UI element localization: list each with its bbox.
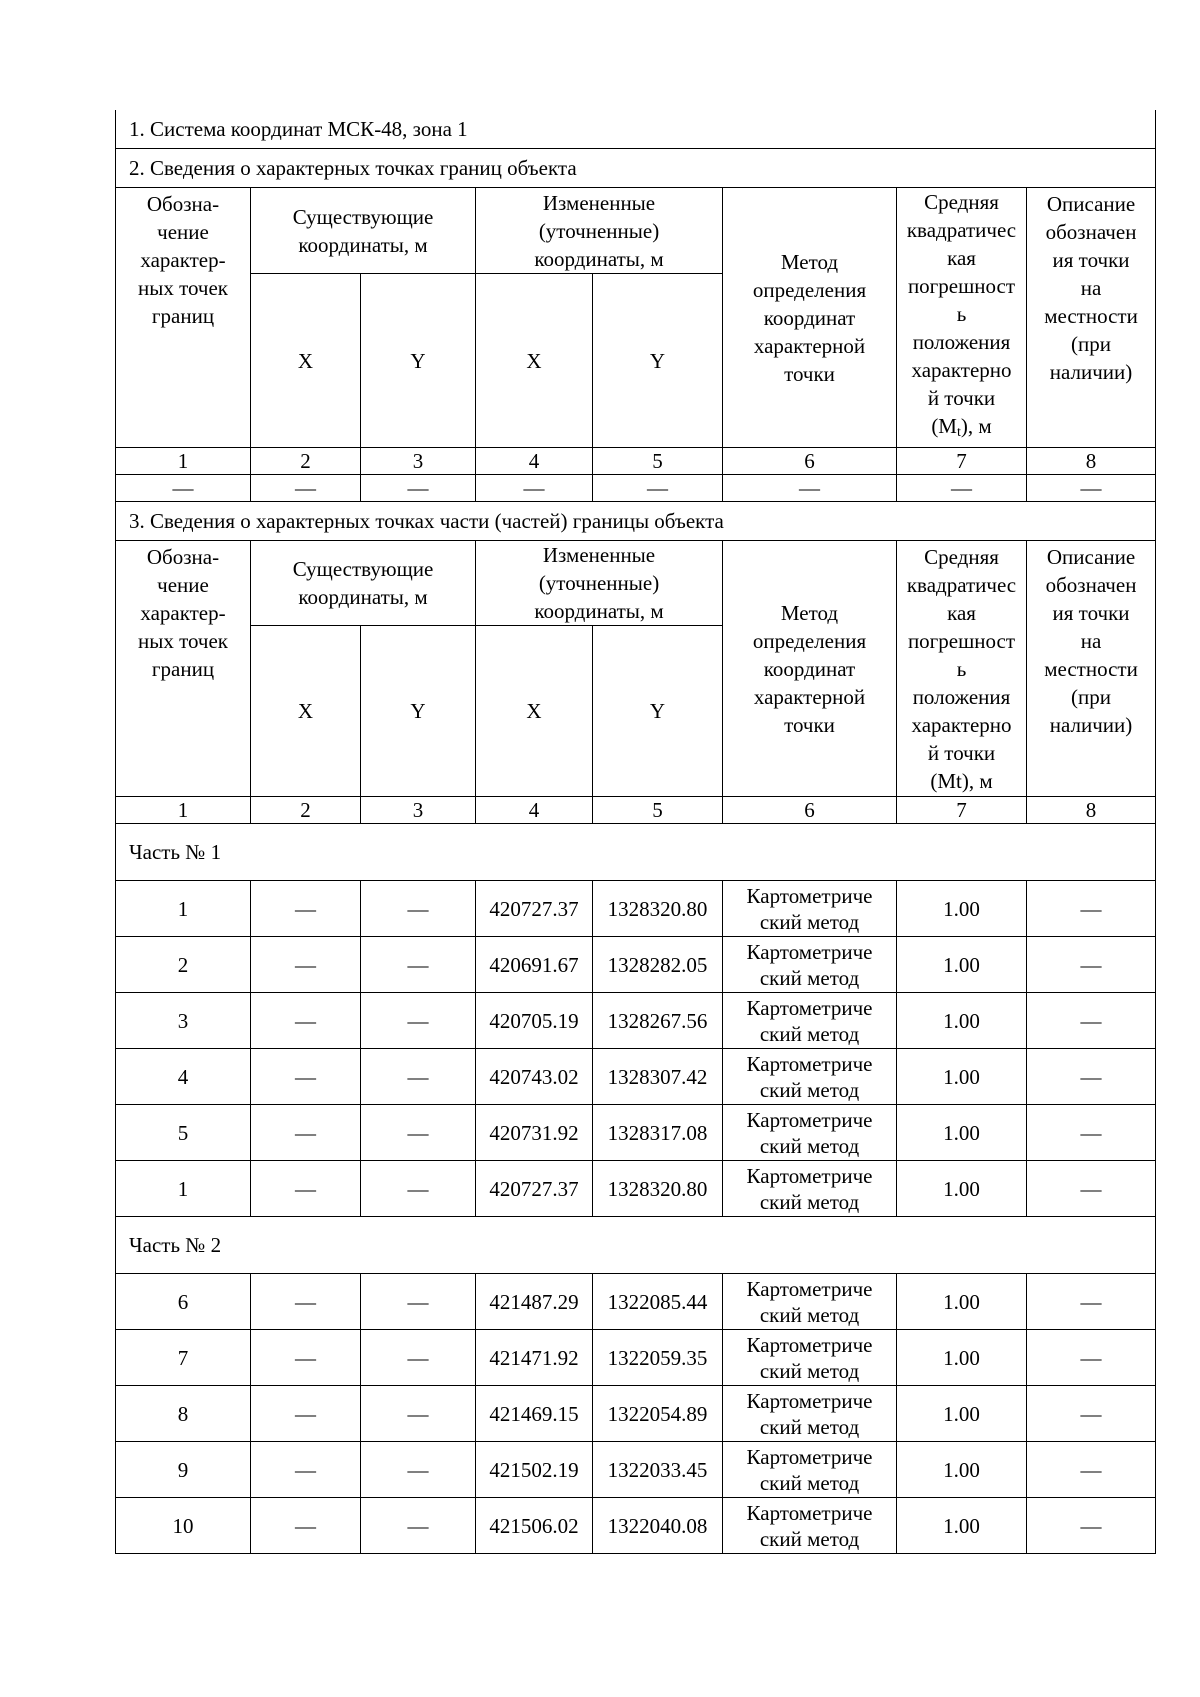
header-changed-x: X (476, 626, 593, 797)
header-description: Описание обозначен ия точки на местности (при наличии) (1027, 541, 1156, 797)
changed-y-cell: 1328320.80 (593, 1161, 723, 1217)
method-cell: Картометриче ский метод (723, 937, 897, 993)
existing-x-cell: — (251, 1161, 361, 1217)
header-existing-y: Y (361, 626, 476, 797)
changed-y-cell: 1328317.08 (593, 1105, 723, 1161)
dash-cell: — (1027, 475, 1156, 502)
col-num-8: 8 (1027, 448, 1156, 475)
header-changed-coords: Измененные (уточненные) координаты, м (476, 188, 723, 274)
changed-x-cell: 420727.37 (476, 1161, 593, 1217)
accuracy-cell: 1.00 (897, 993, 1027, 1049)
table-row (116, 1105, 1156, 1161)
table-row (116, 1049, 1156, 1105)
part-title-row (116, 1217, 1156, 1274)
point-number-cell: 10 (116, 1498, 251, 1554)
part-title-row (116, 824, 1156, 881)
changed-x-cell: 421487.29 (476, 1274, 593, 1330)
dash-cell: — (723, 475, 897, 502)
method-cell: Картометриче ский метод (723, 1105, 897, 1161)
changed-x-cell: 420705.19 (476, 993, 593, 1049)
accuracy-cell: 1.00 (897, 1498, 1027, 1554)
existing-x-cell: — (251, 993, 361, 1049)
changed-y-cell: 1322054.89 (593, 1386, 723, 1442)
method-cell: Картометриче ский метод (723, 1330, 897, 1386)
header-existing-x: X (251, 274, 361, 448)
part-title: Часть № 2 (116, 1217, 1156, 1274)
column-numbers-row (116, 797, 1156, 824)
parts-body (116, 824, 1156, 1554)
changed-y-cell: 1328307.42 (593, 1049, 723, 1105)
section-3-title: 3. Сведения о характерных точках части (частей) границы объекта (116, 502, 1156, 541)
table-row (116, 1274, 1156, 1330)
changed-y-cell: 1322040.08 (593, 1498, 723, 1554)
changed-y-cell: 1328267.56 (593, 993, 723, 1049)
existing-y-cell: — (361, 1161, 476, 1217)
existing-x-cell: — (251, 1105, 361, 1161)
description-cell: — (1027, 1386, 1156, 1442)
existing-y-cell: — (361, 881, 476, 937)
point-number-cell: 8 (116, 1386, 251, 1442)
col-num-2: 2 (251, 448, 361, 475)
accuracy-cell: 1.00 (897, 1274, 1027, 1330)
header-error-suffix: ), м (960, 414, 992, 438)
document-page (115, 110, 1155, 1554)
changed-y-cell: 1322059.35 (593, 1330, 723, 1386)
changed-x-cell: 420731.92 (476, 1105, 593, 1161)
header-method: Метод определения координат характерной точки (723, 188, 897, 448)
accuracy-cell: 1.00 (897, 937, 1027, 993)
header-error-prefix: (M (931, 414, 957, 438)
table-row (116, 1161, 1156, 1217)
accuracy-cell: 1.00 (897, 881, 1027, 937)
existing-x-cell: — (251, 1498, 361, 1554)
changed-x-cell: 421506.02 (476, 1498, 593, 1554)
accuracy-cell: 1.00 (897, 1049, 1027, 1105)
header-changed-y: Y (593, 274, 723, 448)
description-cell: — (1027, 1330, 1156, 1386)
method-cell: Картометриче ский метод (723, 1498, 897, 1554)
existing-y-cell: — (361, 1442, 476, 1498)
existing-y-cell: — (361, 937, 476, 993)
header-existing-y: Y (361, 274, 476, 448)
method-cell: Картометриче ский метод (723, 1442, 897, 1498)
description-cell: — (1027, 1498, 1156, 1554)
method-cell: Картометриче ский метод (723, 881, 897, 937)
accuracy-cell: 1.00 (897, 1386, 1027, 1442)
point-number-cell: 1 (116, 881, 251, 937)
changed-y-cell: 1328320.80 (593, 881, 723, 937)
changed-x-cell: 420691.67 (476, 937, 593, 993)
header-existing-coords: Существующие координаты, м (251, 188, 476, 274)
header-designation: Обозна- чение характер- ных точек границ (116, 541, 251, 797)
dash-cell: — (593, 475, 723, 502)
existing-x-cell: — (251, 937, 361, 993)
dash-cell: — (251, 475, 361, 502)
existing-x-cell: — (251, 1386, 361, 1442)
existing-y-cell: — (361, 993, 476, 1049)
existing-x-cell: — (251, 1274, 361, 1330)
existing-x-cell: — (251, 1442, 361, 1498)
dash-cell: — (361, 475, 476, 502)
table-row (116, 881, 1156, 937)
section-1-title: 1. Система координат МСК-48, зона 1 (116, 110, 1156, 149)
header-error-sub: t (956, 425, 961, 440)
changed-x-cell: 421502.19 (476, 1442, 593, 1498)
col-num-6: 6 (723, 797, 897, 824)
description-cell: — (1027, 1161, 1156, 1217)
point-number-cell: 5 (116, 1105, 251, 1161)
dash-cell: — (476, 475, 593, 502)
changed-y-cell: 1322085.44 (593, 1274, 723, 1330)
accuracy-cell: 1.00 (897, 1105, 1027, 1161)
description-cell: — (1027, 881, 1156, 937)
description-cell: — (1027, 1442, 1156, 1498)
method-cell: Картометриче ский метод (723, 993, 897, 1049)
existing-y-cell: — (361, 1049, 476, 1105)
existing-y-cell: — (361, 1105, 476, 1161)
header-designation: Обозна- чение характер- ных точек границ (116, 188, 251, 448)
method-cell: Картометриче ский метод (723, 1274, 897, 1330)
table-row (116, 1386, 1156, 1442)
description-cell: — (1027, 993, 1156, 1049)
method-cell: Картометриче ский метод (723, 1386, 897, 1442)
col-num-7: 7 (897, 448, 1027, 475)
header-changed-x: X (476, 274, 593, 448)
description-cell: — (1027, 1274, 1156, 1330)
col-num-5: 5 (593, 448, 723, 475)
description-cell: — (1027, 1049, 1156, 1105)
method-cell: Картометриче ский метод (723, 1049, 897, 1105)
col-num-5: 5 (593, 797, 723, 824)
section-2-title: 2. Сведения о характерных точках границ объекта (116, 149, 1156, 188)
header-description: Описание обозначен ия точки на местности (при наличии) (1027, 188, 1156, 448)
table-row (116, 937, 1156, 993)
header-existing-coords: Существующие координаты, м (251, 541, 476, 626)
dash-cell: — (897, 475, 1027, 502)
coordinates-table (115, 110, 1156, 1554)
existing-y-cell: — (361, 1498, 476, 1554)
accuracy-cell: 1.00 (897, 1442, 1027, 1498)
col-num-3: 3 (361, 448, 476, 475)
existing-y-cell: — (361, 1274, 476, 1330)
changed-x-cell: 420727.37 (476, 881, 593, 937)
method-cell: Картометриче ский метод (723, 1161, 897, 1217)
header-existing-x: X (251, 626, 361, 797)
point-number-cell: 3 (116, 993, 251, 1049)
point-number-cell: 2 (116, 937, 251, 993)
existing-y-cell: — (361, 1386, 476, 1442)
header-error-text: Средняя квадратичес кая погрешност ь положения характерно й точки (906, 190, 1017, 410)
existing-x-cell: — (251, 1049, 361, 1105)
changed-y-cell: 1322033.45 (593, 1442, 723, 1498)
changed-x-cell: 421469.15 (476, 1386, 593, 1442)
point-number-cell: 1 (116, 1161, 251, 1217)
col-num-6: 6 (723, 448, 897, 475)
header-method: Метод определения координат характерной точки (723, 541, 897, 797)
point-number-cell: 9 (116, 1442, 251, 1498)
header-changed-coords: Измененные (уточненные) координаты, м (476, 541, 723, 626)
existing-x-cell: — (251, 881, 361, 937)
col-num-3: 3 (361, 797, 476, 824)
table-row (116, 1442, 1156, 1498)
part-title: Часть № 1 (116, 824, 1156, 881)
table-row (116, 993, 1156, 1049)
point-number-cell: 4 (116, 1049, 251, 1105)
dash-cell: — (116, 475, 251, 502)
changed-y-cell: 1328282.05 (593, 937, 723, 993)
col-num-7: 7 (897, 797, 1027, 824)
table-row (116, 1330, 1156, 1386)
header-error: Средняя квадратичес кая погрешност ь положения характерно й точки (Mt), м (897, 541, 1027, 797)
changed-x-cell: 421471.92 (476, 1330, 593, 1386)
accuracy-cell: 1.00 (897, 1161, 1027, 1217)
description-cell: — (1027, 1105, 1156, 1161)
accuracy-cell: 1.00 (897, 1330, 1027, 1386)
changed-x-cell: 420743.02 (476, 1049, 593, 1105)
col-num-4: 4 (476, 797, 593, 824)
col-num-4: 4 (476, 448, 593, 475)
description-cell: — (1027, 937, 1156, 993)
point-number-cell: 6 (116, 1274, 251, 1330)
point-number-cell: 7 (116, 1330, 251, 1386)
header-error (897, 188, 1027, 448)
col-num-1: 1 (116, 448, 251, 475)
col-num-8: 8 (1027, 797, 1156, 824)
table-row (116, 1498, 1156, 1554)
existing-x-cell: — (251, 1330, 361, 1386)
col-num-1: 1 (116, 797, 251, 824)
col-num-2: 2 (251, 797, 361, 824)
existing-y-cell: — (361, 1330, 476, 1386)
empty-row (116, 475, 1156, 502)
header-changed-y: Y (593, 626, 723, 797)
column-numbers-row (116, 448, 1156, 475)
